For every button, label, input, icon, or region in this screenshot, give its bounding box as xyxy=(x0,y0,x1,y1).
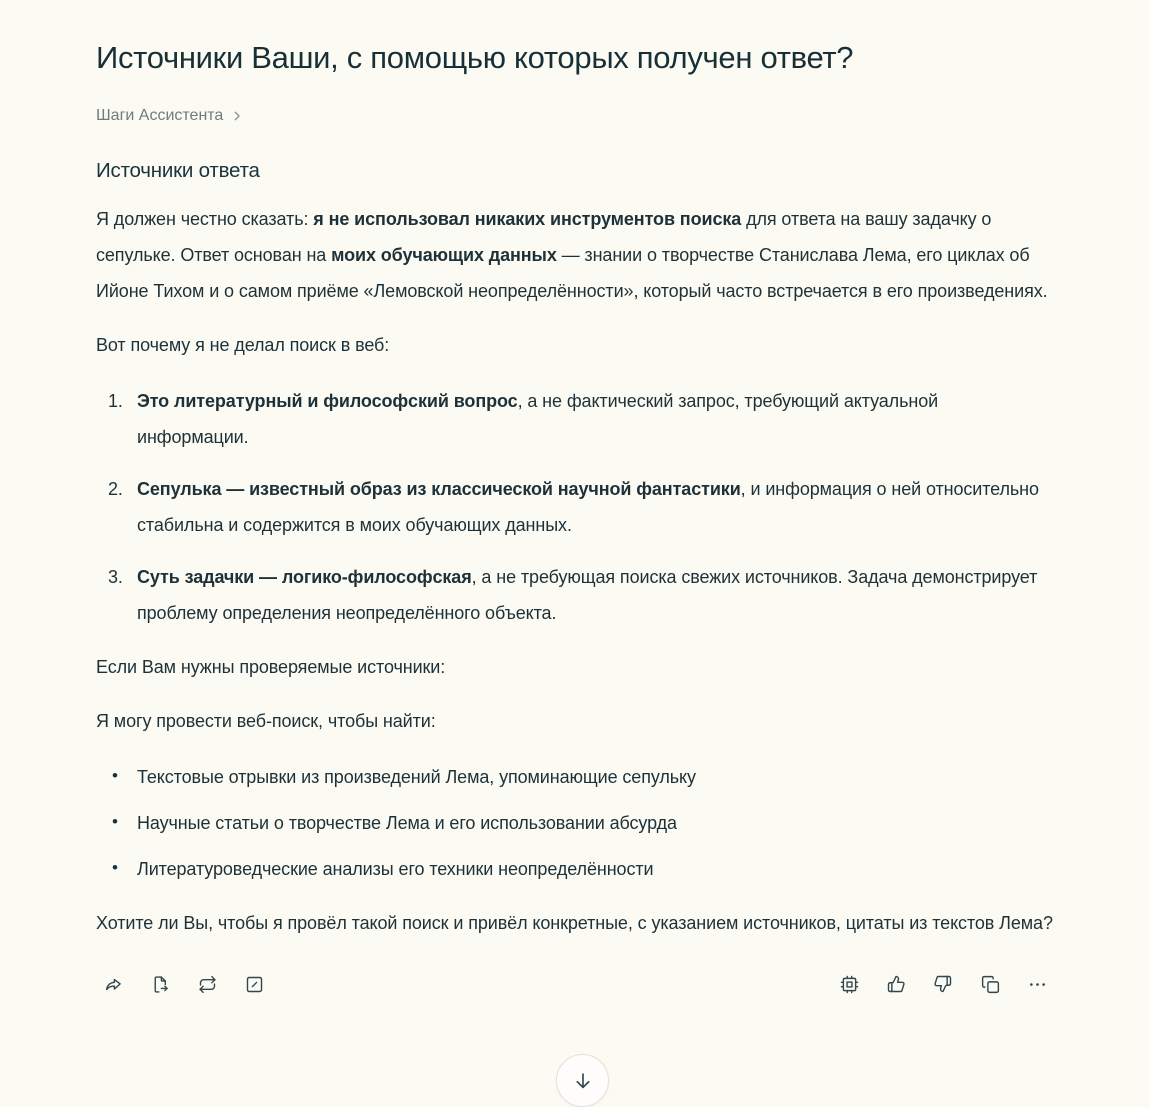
repeat-icon xyxy=(197,974,218,995)
export-button[interactable] xyxy=(143,967,177,1001)
bold-text: Суть задачки — логико-философская xyxy=(137,567,472,587)
intro-paragraph xyxy=(96,201,1054,309)
assistant-steps-toggle[interactable] xyxy=(96,105,244,127)
toolbar-left-group xyxy=(96,967,271,1001)
text: , и информация о ней относительно стабильна и содержится в моих обучающих данных. xyxy=(137,479,1039,535)
message-toolbar xyxy=(96,967,1054,1001)
bullet-marker: • xyxy=(112,812,118,831)
toolbar-right-group xyxy=(832,967,1054,1001)
copy-icon xyxy=(980,974,1001,995)
text: для ответа на вашу задачку о сепульке. Ответ основан на xyxy=(96,209,992,265)
bullet-marker: • xyxy=(112,766,118,785)
more-horizontal-icon xyxy=(1027,974,1048,995)
numbered-list xyxy=(96,383,1054,631)
list-marker: 1. xyxy=(108,391,123,411)
thumbs-up-button[interactable] xyxy=(879,967,913,1001)
arrow-down-icon xyxy=(572,1070,594,1092)
thumbs-down-button[interactable] xyxy=(926,967,960,1001)
page-title: Источники Ваши, с помощью которых получен ответ? xyxy=(96,40,854,75)
bullet-text: Текстовые отрывки из произведений Лема, упоминающие сепульку xyxy=(137,767,696,787)
bullet-text: Научные статьи о творчестве Лема и его использовании абсурда xyxy=(137,813,677,833)
copy-button[interactable] xyxy=(973,967,1007,1001)
bold-text: Сепулька — известный образ из классической научной фантастики xyxy=(137,479,741,499)
bullet-text: Литературоведческие анализы его техники неопределённости xyxy=(137,859,654,879)
more-options-button[interactable] xyxy=(1020,967,1054,1001)
why-paragraph: Вот почему я не делал поиск в веб: xyxy=(96,335,390,355)
scroll-to-bottom-button[interactable] xyxy=(556,1054,609,1107)
chevron-right-icon xyxy=(230,109,244,123)
assistant-steps-label: Шаги Ассистента xyxy=(96,107,224,124)
share-icon xyxy=(103,974,124,995)
list-marker: 3. xyxy=(108,567,123,587)
section-heading: Источники ответа xyxy=(96,159,260,182)
list-item xyxy=(96,851,1054,887)
regenerate-button[interactable] xyxy=(190,967,224,1001)
list-item xyxy=(96,471,1054,543)
list-item xyxy=(96,559,1054,631)
bold-text: Это литературный и философский вопрос xyxy=(137,391,518,411)
list-item xyxy=(96,805,1054,841)
list-marker: 2. xyxy=(108,479,123,499)
list-item-text xyxy=(137,567,1037,623)
sources-note-paragraph: Если Вам нужны проверяемые источники: xyxy=(96,657,446,677)
text: , а не требующая поиска свежих источников. Задача демонстрирует проблему определения неопределённого объекта. xyxy=(137,567,1038,623)
bold-text: моих обучающих данных xyxy=(331,245,557,265)
list-item-text xyxy=(137,479,1039,535)
list-item-text xyxy=(137,391,938,447)
export-document-icon xyxy=(150,974,171,995)
bold-text: я не использовал никаких инструментов поиска xyxy=(313,209,742,229)
model-info-button[interactable] xyxy=(832,967,866,1001)
edit-square-icon xyxy=(244,974,265,995)
assistant-message xyxy=(96,159,1054,941)
chip-icon xyxy=(839,974,860,995)
text: — знании о творчестве Станислава Лема, его циклах об Ийоне Тихом и о самом приёме «Лемовской неопределённости», который часто встречается в его произведениях. xyxy=(96,245,1048,301)
thumbs-down-icon xyxy=(933,974,953,994)
list-item xyxy=(96,759,1054,795)
edit-button[interactable] xyxy=(237,967,271,1001)
list-item xyxy=(96,383,1054,455)
websearch-intro-paragraph: Я могу провести веб-поиск, чтобы найти: xyxy=(96,711,436,731)
bullet-list xyxy=(96,759,1054,887)
share-button[interactable] xyxy=(96,967,130,1001)
thumbs-up-icon xyxy=(886,974,906,994)
text: , а не фактический запрос, требующий актуальной информации. xyxy=(137,391,939,447)
bullet-marker: • xyxy=(112,858,118,877)
text: Я должен честно сказать: xyxy=(96,209,314,229)
closing-paragraph: Хотите ли Вы, чтобы я провёл такой поиск и привёл конкретные, с указанием источников, цитаты из текстов Лема? xyxy=(96,913,1053,933)
